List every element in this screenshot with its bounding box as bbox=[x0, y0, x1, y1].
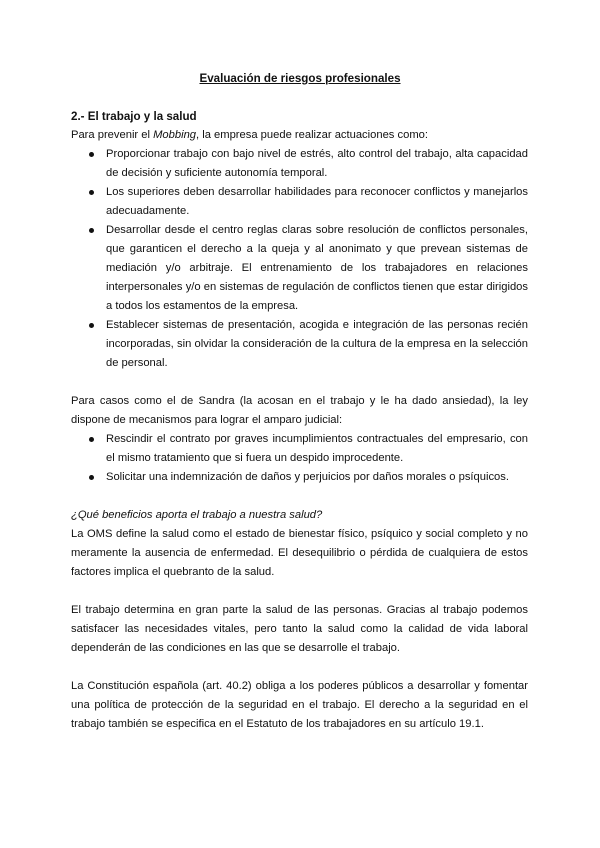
case-paragraph: Para casos como el de Sandra (la acosan en el trabajo y le ha dado ansiedad), la ley dispone de mecanismos para lograr el amparo judicial: bbox=[71, 395, 528, 426]
subsection-question: ¿Qué beneficios aporta el trabajo a nuestra salud? bbox=[71, 509, 323, 521]
bullet-icon bbox=[89, 475, 94, 480]
list-item bbox=[71, 468, 528, 487]
bullet-icon bbox=[89, 190, 94, 195]
list-item-text: Los superiores deben desarrollar habilidades para reconocer conflictos y manejarlos adecuadamente. bbox=[106, 186, 528, 217]
list-item-text: Solicitar una indemnización de daños y perjuicios por daños morales o psíquicos. bbox=[106, 471, 509, 483]
list-item bbox=[71, 430, 528, 468]
list-item bbox=[71, 221, 528, 316]
mobbing-term: Mobbing bbox=[153, 129, 197, 141]
bullet-icon bbox=[89, 228, 94, 233]
intro-text-after: , la empresa puede realizar actuaciones como: bbox=[196, 129, 428, 141]
spacer bbox=[71, 658, 528, 677]
body-paragraph: El trabajo determina en gran parte la salud de las personas. Gracias al trabajo podemos satisfacer las necesidades vitales, pero tanto la salud como la calidad de vida laboral dependerán de las condiciones en las que se desarrolle el trabajo. bbox=[71, 604, 528, 654]
bullet-icon bbox=[89, 152, 94, 157]
bullet-icon bbox=[89, 323, 94, 328]
document-body bbox=[71, 107, 528, 734]
list-item bbox=[71, 145, 528, 183]
spacer bbox=[71, 582, 528, 601]
list-item-text: Desarrollar desde el centro reglas claras sobre resolución de conflictos personales, que garanticen el derecho a la queja y al anonimato y que prevean sistemas de mediación y/o arbitraje. El entrenamiento de los trabajadores en relaciones interpersonales y/o en sistemas de regulación de conflictos tienen que estar dirigidos a todos los estamentos de la empresa. bbox=[106, 224, 528, 312]
list-item bbox=[71, 183, 528, 221]
list-item bbox=[71, 316, 528, 373]
section-heading: 2.- El trabajo y la salud bbox=[71, 110, 197, 123]
list-item-text: Proporcionar trabajo con bajo nivel de estrés, alto control del trabajo, alta capacidad de decisión y suficiente autonomía temporal. bbox=[106, 148, 528, 179]
intro-paragraph bbox=[71, 126, 528, 145]
spacer bbox=[71, 487, 528, 506]
intro-text-before: Para prevenir el bbox=[71, 129, 154, 141]
spacer bbox=[71, 373, 528, 392]
bullet-icon bbox=[89, 437, 94, 442]
body-paragraph: La OMS define la salud como el estado de bienestar físico, psíquico y social completo y no meramente la ausencia de enfermedad. El desequilibrio o pérdida de cualquiera de estos factores implica el quebranto de la salud. bbox=[71, 528, 528, 578]
prevention-measures-list bbox=[71, 145, 528, 373]
document-title: Evaluación de riesgos profesionales bbox=[199, 72, 401, 85]
legal-remedies-list bbox=[71, 430, 528, 487]
body-paragraph: La Constitución española (art. 40.2) obliga a los poderes públicos a desarrollar y fomentar una política de protección de la seguridad en el trabajo. El derecho a la seguridad en el trabajo también se especifica en el Estatuto de los trabajadores en su artículo 19.1. bbox=[71, 680, 528, 730]
list-item-text: Establecer sistemas de presentación, acogida e integración de las personas recién incorporadas, sin olvidar la consideración de la cultura de la empresa en la selección de personal. bbox=[106, 319, 528, 369]
list-item-text: Rescindir el contrato por graves incumplimientos contractuales del empresario, con el mismo tratamiento que si fuera un despido improcedente. bbox=[106, 433, 528, 464]
